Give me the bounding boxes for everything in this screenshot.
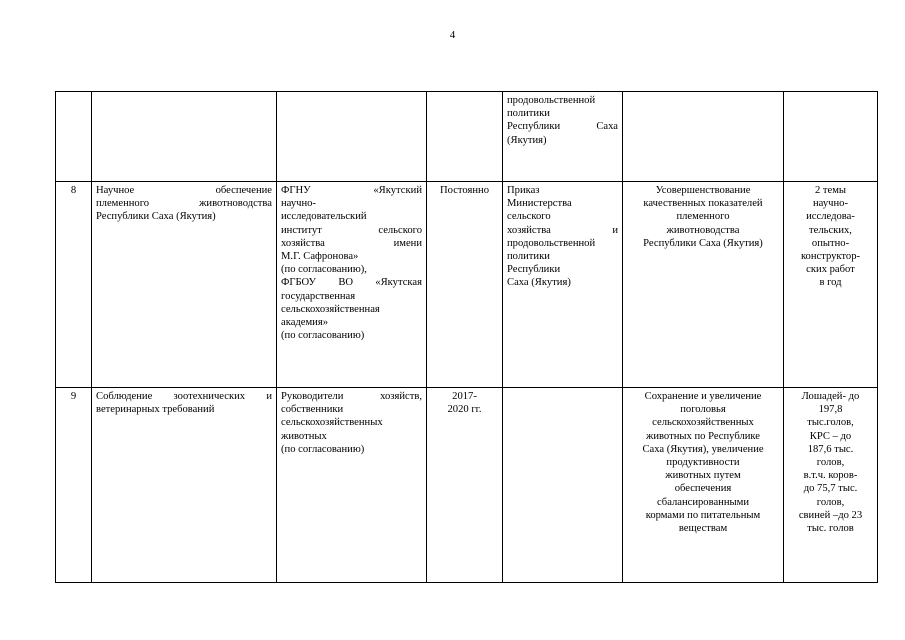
cell-text-line: 197,8 — [818, 404, 843, 416]
cell-text-line: конструктор- — [800, 251, 861, 263]
cell-text-line: ветеринарных требований — [96, 404, 215, 416]
cell-text-line: Республики Саха — [507, 121, 618, 133]
cell-text-line: институт сельского — [281, 224, 422, 236]
cell-text-line: племенного животноводства — [96, 198, 272, 210]
row-number-cell: 9 — [56, 388, 92, 583]
cell-text-line: продовольственной — [507, 237, 596, 249]
cell-text-line: Саха (Якутия) — [507, 277, 571, 289]
cell-text-line: тыс.голов, — [807, 417, 854, 429]
cell-text-line: ФГНУ «Якутский — [281, 185, 422, 196]
cell-text-line: до 75,7 тыс. — [803, 483, 858, 495]
cell-text-line: животных по Республике — [646, 430, 760, 442]
row-number-cell — [56, 92, 92, 182]
cell-text-line: животных — [281, 430, 327, 442]
cell-text-line: сельскохозяйственных — [281, 417, 383, 429]
cell-text-line: племенного — [676, 211, 730, 223]
cell-text-line: голов, — [816, 457, 845, 469]
cell-text-line: хозяйства и — [507, 224, 618, 236]
cell-text-line: в год — [819, 277, 842, 289]
cell-text-line: сельскохозяйственных — [652, 417, 754, 429]
result-cell — [623, 388, 784, 583]
cell-text-line: (Якутия) — [507, 134, 547, 146]
executors-cell — [277, 182, 427, 388]
cell-text-line: животных путем — [665, 470, 741, 482]
cell-text-line: ФГБОУ ВО «Якутская — [281, 277, 422, 289]
indicator-cell — [784, 388, 878, 583]
executors-cell — [277, 92, 427, 182]
document-cell — [503, 92, 623, 182]
measures-table — [55, 91, 878, 583]
cell-text-line: Усовершенствование — [655, 185, 751, 196]
cell-text-line: М.Г. Сафронова» — [281, 251, 359, 263]
cell-text-line: Приказ — [507, 185, 540, 196]
table-row — [56, 388, 878, 583]
indicator-cell — [784, 92, 878, 182]
cell-text-line: Республики Саха (Якутия) — [96, 211, 216, 223]
table-row — [56, 182, 878, 388]
activity-cell — [92, 182, 277, 388]
cell-text-line: КРС – до — [809, 430, 852, 442]
row-number-cell: 8 — [56, 182, 92, 388]
term-cell — [427, 388, 503, 583]
activity-cell — [92, 92, 277, 182]
indicator-cell — [784, 182, 878, 388]
cell-text-line: 2 темы — [814, 185, 847, 196]
document-cell — [503, 182, 623, 388]
cell-text-line: кормами по питательным — [645, 509, 761, 521]
cell-text-line: Постоянно — [439, 185, 489, 196]
cell-text-line: Министерства — [507, 198, 572, 210]
cell-text-line: Республики Саха (Якутия) — [643, 237, 763, 249]
cell-text-line: Соблюдение зоотехнических и — [96, 391, 272, 402]
result-cell — [623, 92, 784, 182]
term-cell — [427, 92, 503, 182]
cell-text-line: сбалансированными — [656, 496, 750, 508]
cell-text-line: Научное обеспечение — [96, 185, 272, 196]
cell-text-line: сельского — [507, 211, 551, 223]
cell-text-line: (по согласованию) — [281, 330, 365, 342]
cell-text-line: научно- — [813, 198, 848, 210]
cell-text-line: 2020 гг. — [447, 404, 482, 416]
cell-text-line: 2017- — [452, 391, 477, 402]
cell-text-line: опытно- — [811, 237, 850, 249]
cell-text-line: государственная — [281, 290, 356, 302]
cell-text-line: Республики — [507, 264, 561, 276]
result-cell — [623, 182, 784, 388]
cell-text-line: Руководители хозяйств, — [281, 391, 422, 402]
cell-text-line: 187,6 тыс. — [807, 443, 854, 455]
cell-text-line: веществам — [678, 523, 728, 535]
cell-text-line: Лошадей- до — [801, 391, 860, 402]
table-row — [56, 92, 878, 182]
cell-text-line: академия» — [281, 317, 329, 329]
cell-text-line: продуктивности — [666, 457, 740, 469]
cell-text-line: собственники — [281, 404, 344, 416]
cell-text-line: продовольственной — [507, 95, 596, 106]
cell-text-line: Сохранение и увеличение — [644, 391, 762, 402]
cell-text-line: обеспечения — [674, 483, 732, 495]
cell-text-line: (по согласованию) — [281, 443, 365, 455]
cell-text-line: поголовья — [680, 404, 726, 416]
executors-cell — [277, 388, 427, 583]
cell-text-line: тыс. голов — [807, 523, 854, 535]
document-cell — [503, 388, 623, 583]
cell-text-line: тельских, — [809, 224, 852, 236]
cell-text-line: голов, — [816, 496, 845, 508]
cell-text-line: хозяйства имени — [281, 237, 422, 249]
page-number: 4 — [449, 29, 456, 41]
cell-text-line: научно- — [281, 198, 316, 210]
cell-text-line: свиней –до 23 — [798, 509, 863, 521]
cell-text-line: политики — [507, 108, 550, 120]
cell-text-line: политики — [507, 251, 550, 263]
cell-text-line: животноводства — [666, 224, 740, 236]
cell-text-line: в.т.ч. коров- — [803, 470, 858, 482]
cell-text-line: исследовательский — [281, 211, 367, 223]
cell-text-line: сельскохозяйственная — [281, 303, 380, 315]
cell-text-line: исследова- — [806, 211, 855, 223]
cell-text-line: ских работ — [806, 264, 855, 276]
cell-text-line: качественных показателей — [643, 198, 763, 210]
cell-text-line: Саха (Якутия), увеличение — [642, 443, 764, 455]
cell-text-line: (по согласованию), — [281, 264, 367, 276]
term-cell — [427, 182, 503, 388]
activity-cell — [92, 388, 277, 583]
